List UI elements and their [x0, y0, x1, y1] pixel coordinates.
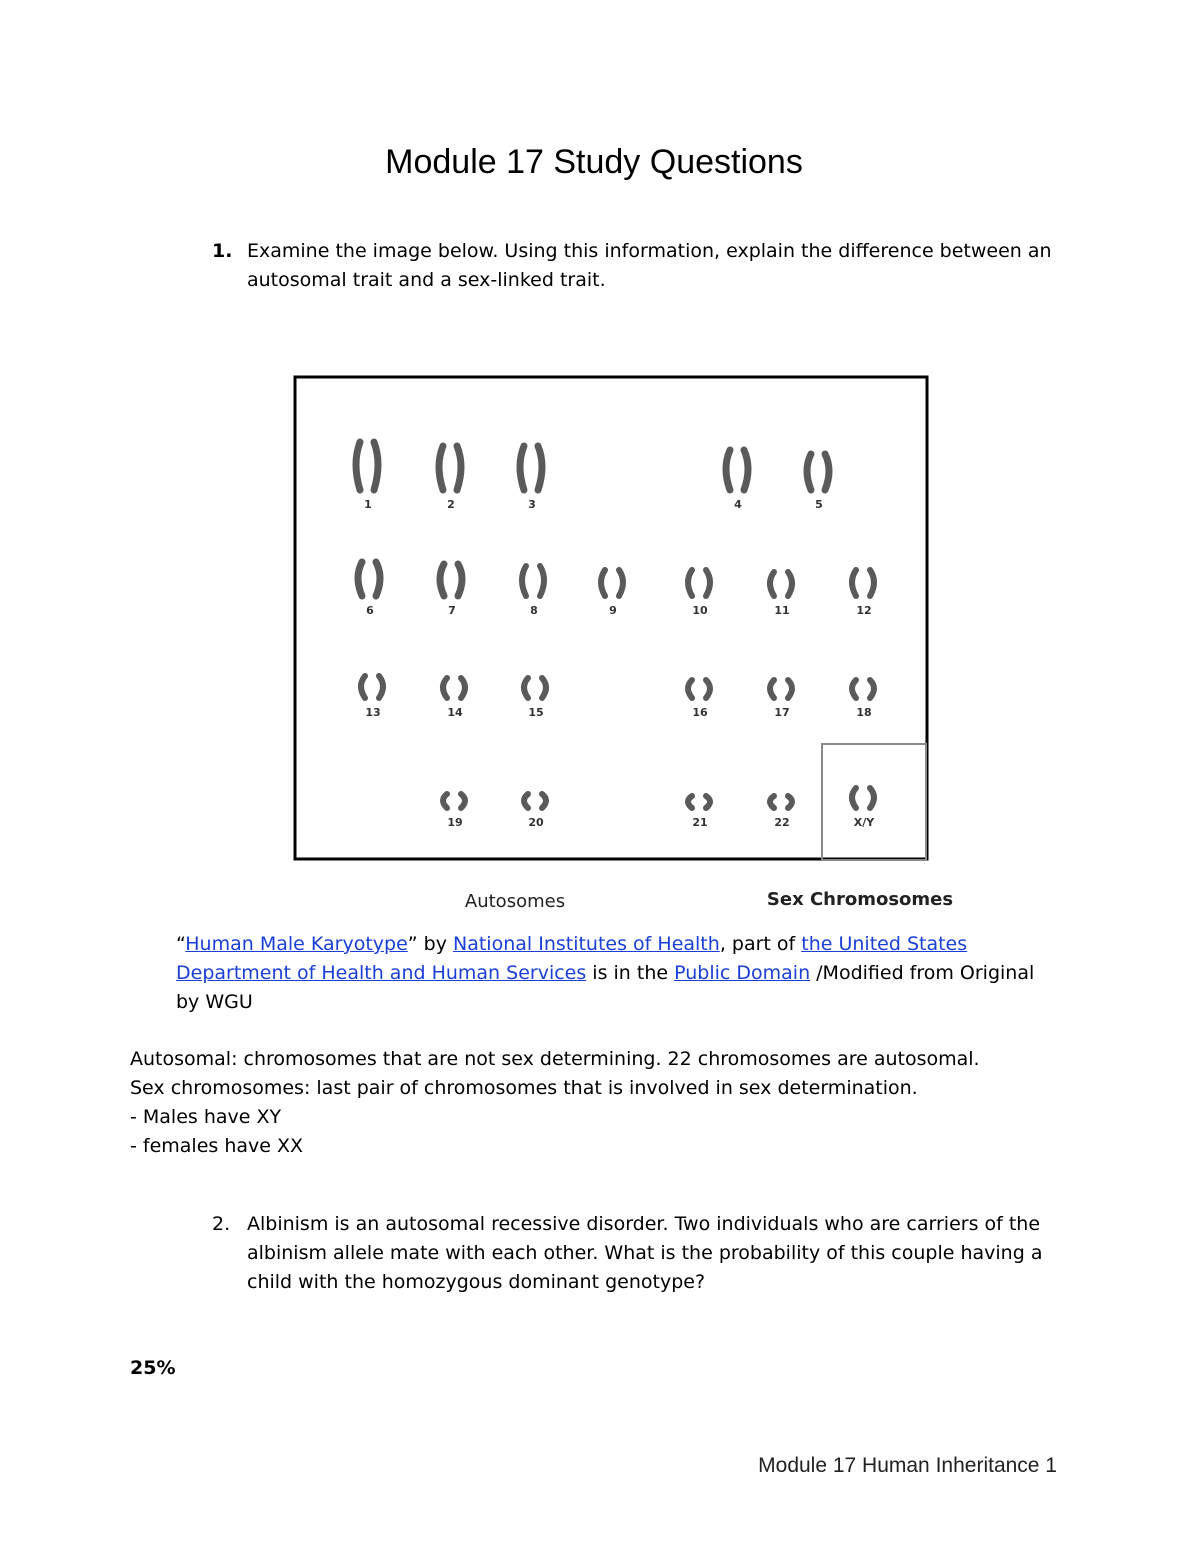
chromosome-1-left	[356, 442, 360, 490]
chromosome-label: 18	[856, 706, 872, 719]
credit-text-3: is in the	[586, 962, 675, 984]
chromosome-4-right	[744, 450, 748, 490]
credit-text-2: , part of	[719, 933, 802, 955]
question-2	[212, 1210, 1072, 1300]
chromosome-label: 4	[734, 498, 742, 511]
link-hhs[interactable]: the United States Department of Health and Human Services	[176, 933, 968, 984]
chromosome-label: X/Y	[853, 816, 875, 829]
link-public-domain[interactable]: Public Domain	[674, 962, 811, 984]
chromosome-label: 3	[528, 498, 536, 511]
image-credit	[176, 930, 1056, 1017]
karyotype-image	[288, 354, 988, 920]
chromosome-label: 15	[528, 706, 544, 719]
answer-1-line: - Males have XY	[130, 1106, 282, 1128]
chromosome-label: 11	[774, 604, 790, 617]
credit-text-4: /Modified from Original by WGU	[176, 962, 1035, 1013]
chromosome-label: 22	[774, 816, 790, 829]
chromosome-label: 8	[530, 604, 538, 617]
question-2-number: 2.	[212, 1213, 231, 1235]
chromosome-label: 5	[815, 498, 823, 511]
chromosome-label: 7	[448, 604, 456, 617]
question-1-text: Examine the image below. Using this information, explain the difference between an autosomal trait and a sex-linked trait.	[247, 240, 1052, 291]
chromosome-5-left	[807, 454, 811, 490]
chromosome-label: 17	[774, 706, 790, 719]
chromosome-7-right	[458, 564, 462, 596]
question-1	[212, 237, 1072, 297]
chromosome-4-left	[726, 450, 730, 490]
answer-2: 25%	[130, 1357, 176, 1379]
chromosome-label: 19	[447, 816, 463, 829]
chromosome-2-left	[439, 446, 443, 490]
page-title: Module 17 Study Questions	[385, 143, 803, 181]
chromosome-3-left	[520, 446, 524, 490]
chromosome-3-right	[538, 446, 542, 490]
chromosome-label: 1	[364, 498, 372, 511]
credit-text-1: ” by	[407, 933, 453, 955]
question-1-number: 1.	[212, 240, 233, 262]
autosomes-caption: Autosomes	[464, 891, 566, 912]
chromosome-label: 13	[365, 706, 381, 719]
chromosome-2-right	[457, 446, 461, 490]
chromosome-label: 20	[528, 816, 544, 829]
chromosome-label: 12	[856, 604, 872, 617]
chromosome-label: 21	[692, 816, 708, 829]
chromosome-label: 14	[447, 706, 463, 719]
answer-1-line: Autosomal: chromosomes that are not sex determining. 22 chromosomes are autosomal.	[130, 1048, 980, 1070]
chromosome-6-right	[376, 562, 380, 596]
link-human-male-karyotype[interactable]: Human Male Karyotype	[185, 933, 408, 955]
sex-chromosomes-caption: Sex Chromosomes	[766, 889, 954, 910]
chromosome-label: 10	[692, 604, 708, 617]
credit-quote: “	[176, 933, 186, 955]
answer-1-line: Sex chromosomes: last pair of chromosomes that is involved in sex determination.	[130, 1077, 918, 1099]
chromosome-label: 2	[447, 498, 455, 511]
page-footer: Module 17 Human Inheritance 1	[758, 1454, 1057, 1477]
chromosome-5-right	[825, 454, 829, 490]
chromosome-label: 16	[692, 706, 708, 719]
karyotype-figure	[288, 354, 988, 920]
chromosome-7-left	[440, 564, 444, 596]
answer-1	[130, 1045, 1090, 1161]
chromosome-6-left	[358, 562, 362, 596]
chromosome-1-right	[374, 442, 378, 490]
chromosome-label: 6	[366, 604, 374, 617]
link-nih[interactable]: National Institutes of Health	[453, 933, 720, 955]
chromosome-label: 9	[609, 604, 617, 617]
question-2-text: Albinism is an autosomal recessive disorder. Two individuals who are carriers of the albinism allele mate with each other. What is the probability of this couple having a child with the homozygous dominant genotype?	[247, 1213, 1043, 1293]
answer-1-line: - females have XX	[130, 1135, 304, 1157]
